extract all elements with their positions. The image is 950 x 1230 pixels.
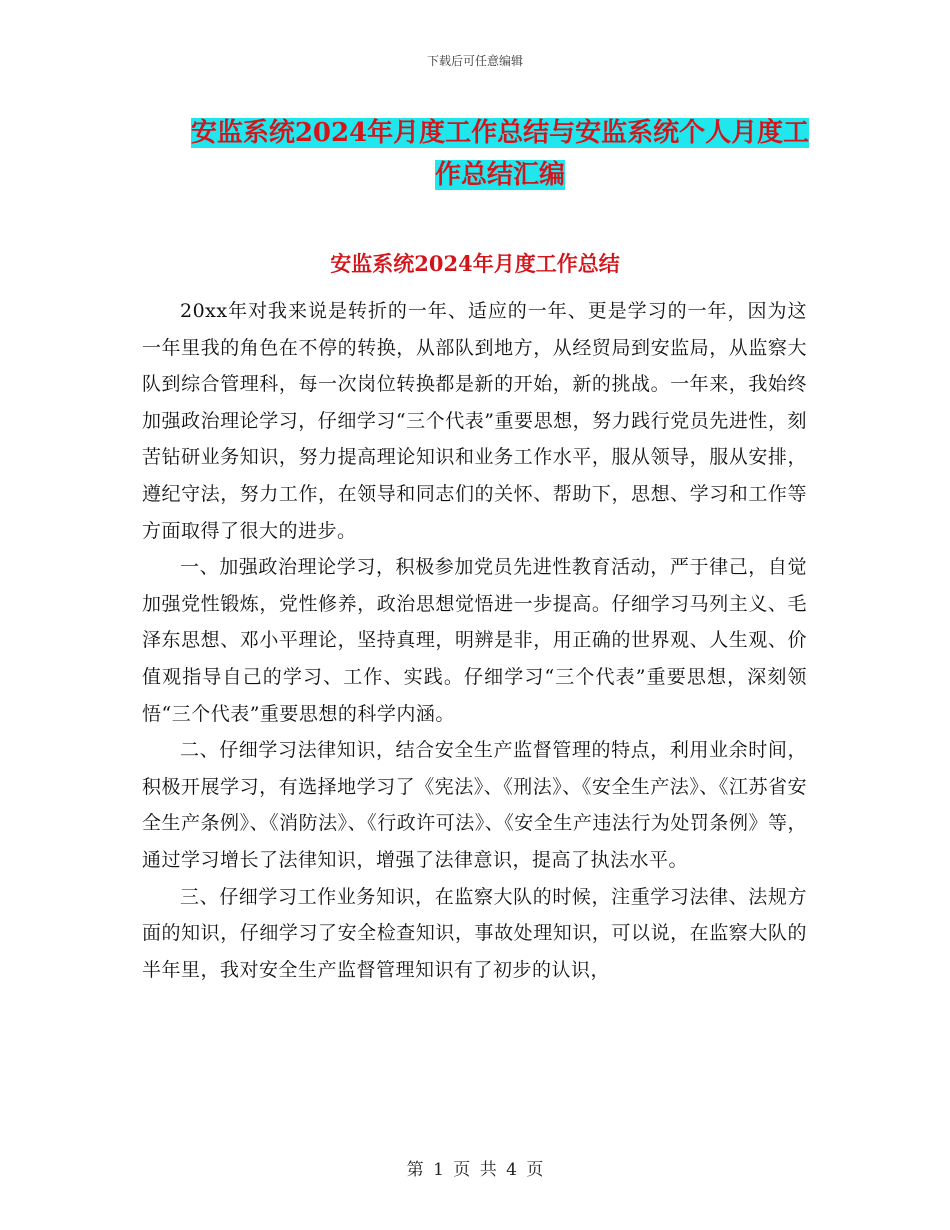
page-header-note: 下载后可任意编辑 xyxy=(426,54,523,68)
section-title: 安监系统2024年月度工作总结 xyxy=(330,251,620,276)
document-title-line-1: 安监系统2024年月度工作总结与安监系统个人月度工 xyxy=(190,118,810,148)
paragraph-1: 一、加强政治理论学习，积极参加党员先进性教育活动，严于律己，自觉加强党性锻炼，党性修养，政治思想觉悟进一步提高。仔细学习马列主义、毛泽东思想、邓小平理论，坚持真理，明辨是非，用正确的世界观、人生观、价值观指导自己的学习、工作、实践。仔细学习“三个代表”重要思想，深刻领悟“三个代表”重要思想的科学内涵。 xyxy=(142,556,807,725)
paragraph-2: 二、仔细学习法律知识，结合安全生产监督管理的特点，利用业余时间，积极开展学习，有选择地学习了《宪法》、《刑法》、《安全生产法》、《江苏省安全生产条例》、《消防法》、《行政许可法》、《安全生产违法行为处罚条例》等，通过学习增长了法律知识，增强了法律意识，提高了执法水平。 xyxy=(142,739,807,871)
paragraph-intro: 20xx年对我来说是转折的一年、适应的一年、更是学习的一年，因为这一年里我的角色在不停的转换，从部队到地方，从经贸局到安监局，从监察大队到综合管理科，每一次岗位转换都是新的开始，新的挑战。一年来，我始终加强政治理论学习，仔细学习“三个代表”重要思想，努力践行党员先进性，刻苦钻研业务知识，努力提高理论知识和业务工作水平，服从领导，服从安排，遵纪守法，努力工作，在领导和同志们的关怀、帮助下，思想、学习和工作等方面取得了很大的进步。 xyxy=(142,300,807,542)
document-title xyxy=(150,112,850,196)
body-content xyxy=(142,293,807,988)
document-title-line-2: 作总结汇编 xyxy=(434,160,565,190)
page-footer: 第 1 页 共 4 页 xyxy=(406,1160,544,1180)
paragraph-3: 三、仔细学习工作业务知识，在监察大队的时候，注重学习法律、法规方面的知识，仔细学习了安全检查知识，事故处理知识，可以说，在监察大队的半年里，我对安全生产监督管理知识有了初步的认识， xyxy=(142,885,807,981)
